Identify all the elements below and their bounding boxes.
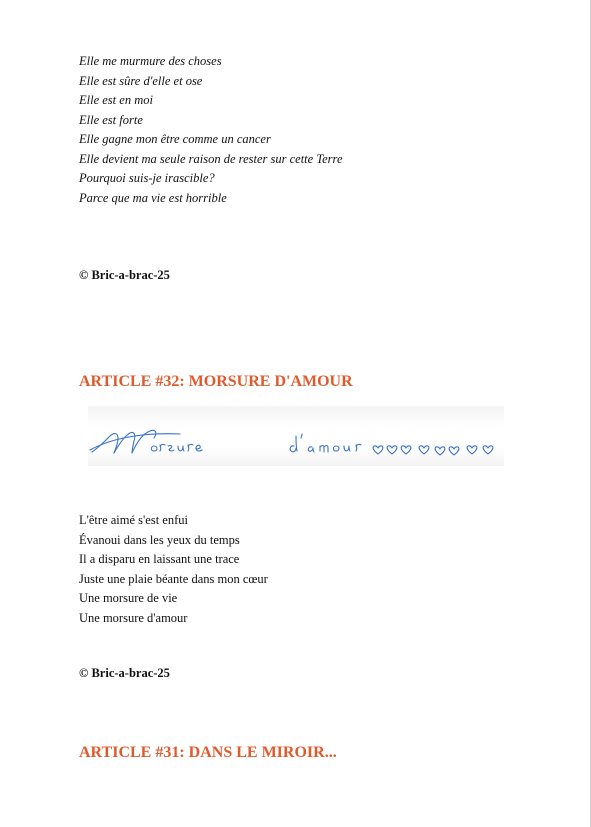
poem-line: Elle est sûre d'elle et ose: [79, 73, 203, 88]
copyright-notice: © Bric-a-brac-25: [79, 666, 170, 680]
poem-line: Juste une plaie béante dans mon cœur: [79, 571, 268, 586]
poem-line: Parce que ma vie est horrible: [79, 190, 227, 205]
poem-line: Évanoui dans les yeux du temps: [79, 532, 240, 547]
poem-line: Il a disparu en laissant une trace: [79, 552, 240, 566]
poem-line: Elle gagne mon être comme un cancer: [79, 132, 271, 146]
handwriting-graphic: [88, 406, 504, 466]
poem-line: L'être aimé s'est enfui: [79, 513, 188, 527]
copyright-notice: © Bric-a-brac-25: [79, 268, 170, 282]
article-title: ARTICLE #31: DANS LE MIROIR...: [79, 744, 337, 761]
poem-line: Une morsure de vie: [79, 591, 178, 605]
poem-line: Pourquoi suis-je irascible?: [79, 171, 215, 185]
poem-line: Elle devient ma seule raison de rester sur cette Terre: [79, 151, 343, 166]
article-banner-image: [88, 406, 504, 466]
poem-line: Elle est en moi: [79, 93, 153, 107]
poem-line: Elle est forte: [79, 112, 143, 127]
poem-line: Une morsure d'amour: [79, 610, 188, 625]
poem-line: Elle me murmure des choses: [79, 54, 222, 68]
article-title: ARTICLE #32: MORSURE D'AMOUR: [79, 373, 353, 390]
